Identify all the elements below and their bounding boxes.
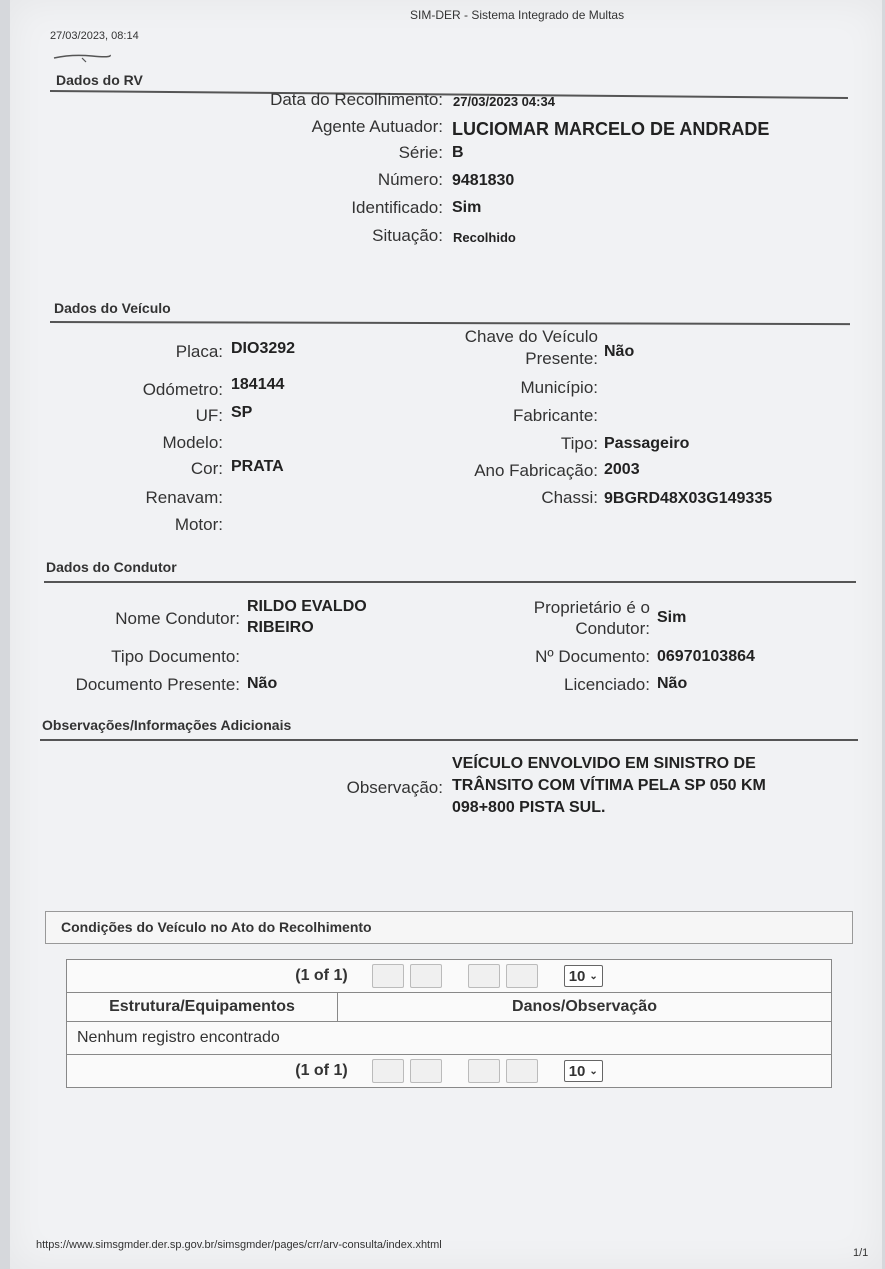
agente-value: LUCIOMAR MARCELO DE ANDRADE bbox=[452, 119, 770, 139]
odometro-value: 184144 bbox=[231, 376, 285, 393]
condicoes-panel-title: Condições do Veículo no Ato do Recolhimento bbox=[61, 919, 372, 935]
licenciado-value: Não bbox=[657, 675, 688, 692]
serie-label: Série: bbox=[398, 143, 443, 162]
identificado-value: Sim bbox=[452, 199, 482, 216]
documento-presente-label: Documento Presente: bbox=[75, 675, 240, 694]
observacao-label: Observação: bbox=[346, 778, 443, 797]
nome-condutor-value-line2: RIBEIRO bbox=[247, 619, 314, 636]
previous-page-button[interactable] bbox=[410, 1059, 442, 1083]
section-title-veiculo: Dados do Veículo bbox=[54, 300, 171, 316]
proprietario-value: Sim bbox=[657, 609, 687, 626]
last-page-button[interactable] bbox=[506, 964, 538, 988]
empty-message: Nenhum registro encontrado bbox=[67, 1022, 832, 1055]
pager-text: (1 of 1) bbox=[295, 967, 348, 984]
system-title: SIM-DER - Sistema Integrado de Multas bbox=[410, 8, 625, 22]
divider bbox=[40, 739, 858, 741]
data-recolhimento-value: 27/03/2023 04:34 bbox=[453, 94, 555, 109]
section-title-rv: Dados do RV bbox=[56, 72, 143, 88]
ano-value: 2003 bbox=[604, 461, 640, 478]
observacao-line: 098+800 PISTA SUL. bbox=[452, 799, 606, 816]
numero-documento-label: Nº Documento: bbox=[535, 647, 650, 666]
cor-value: PRATA bbox=[231, 458, 284, 475]
divider bbox=[44, 581, 856, 583]
rows-per-page-value: 10 bbox=[568, 967, 586, 985]
chevron-down-icon: ⌄ bbox=[589, 1065, 598, 1077]
tipo-label: Tipo: bbox=[560, 434, 598, 453]
chevron-down-icon: ⌄ bbox=[589, 970, 598, 982]
tipo-documento-label: Tipo Documento: bbox=[111, 647, 240, 666]
modelo-label: Modelo: bbox=[162, 433, 223, 452]
rows-per-page-value: 10 bbox=[568, 1062, 586, 1080]
chave-label-line2: Presente: bbox=[525, 349, 598, 368]
placa-value: DIO3292 bbox=[231, 340, 296, 357]
tipo-value: Passageiro bbox=[604, 435, 690, 452]
first-page-button[interactable] bbox=[372, 964, 404, 988]
chassi-value: 9BGRD48X03G149335 bbox=[604, 490, 773, 507]
observacao-line: TRÂNSITO COM VÍTIMA PELA SP 050 KM bbox=[452, 777, 766, 794]
condicoes-table bbox=[66, 959, 832, 1088]
placa-label: Placa: bbox=[175, 342, 223, 361]
page-url: https://www.simsgmder.der.sp.gov.br/simsgmder/pages/crr/arv-consulta/index.xhtml bbox=[36, 1239, 442, 1251]
rows-per-page-select[interactable] bbox=[564, 965, 603, 987]
pager-top bbox=[67, 960, 832, 993]
identificado-label: Identificado: bbox=[351, 198, 443, 217]
table-row bbox=[67, 1022, 832, 1055]
section-title-observacoes: Observações/Informações Adicionais bbox=[42, 717, 292, 733]
next-page-button[interactable] bbox=[468, 964, 500, 988]
section-title-condutor: Dados do Condutor bbox=[46, 559, 177, 575]
uf-label: UF: bbox=[195, 406, 223, 425]
chave-value: Não bbox=[604, 343, 635, 360]
next-page-button[interactable] bbox=[468, 1059, 500, 1083]
numero-value: 9481830 bbox=[452, 172, 515, 189]
last-page-button[interactable] bbox=[506, 1059, 538, 1083]
numero-documento-value: 06970103864 bbox=[657, 648, 755, 665]
pen-mark-icon bbox=[52, 50, 112, 64]
nome-condutor-label: Nome Condutor: bbox=[115, 609, 240, 628]
proprietario-label-line1: Proprietário é o bbox=[533, 598, 650, 617]
condicoes-panel-header bbox=[45, 911, 853, 944]
municipio-label: Município: bbox=[520, 378, 598, 397]
rows-per-page-select[interactable] bbox=[564, 1060, 603, 1082]
licenciado-label: Licenciado: bbox=[563, 675, 650, 694]
ano-label: Ano Fabricação: bbox=[474, 461, 598, 480]
cor-label: Cor: bbox=[190, 459, 223, 478]
page-number: 1/1 bbox=[853, 1247, 869, 1259]
observacao-line: VEÍCULO ENVOLVIDO EM SINISTRO DE bbox=[452, 755, 756, 772]
column-header-estrutura[interactable]: Estrutura/Equipamentos bbox=[67, 993, 338, 1022]
nome-condutor-value-line1: RILDO EVALDO bbox=[247, 598, 367, 615]
situacao-label: Situação: bbox=[372, 226, 443, 245]
documento-presente-value: Não bbox=[247, 675, 278, 692]
uf-value: SP bbox=[231, 404, 253, 421]
pager-bottom bbox=[67, 1055, 832, 1088]
agente-label: Agente Autuador: bbox=[311, 117, 443, 136]
print-timestamp: 27/03/2023, 08:14 bbox=[50, 30, 139, 42]
motor-label: Motor: bbox=[174, 515, 223, 534]
chassi-label: Chassi: bbox=[541, 488, 598, 507]
renavam-label: Renavam: bbox=[145, 488, 223, 507]
odometro-label: Odómetro: bbox=[142, 380, 223, 399]
situacao-value: Recolhido bbox=[453, 230, 516, 245]
previous-page-button[interactable] bbox=[410, 964, 442, 988]
serie-value: B bbox=[452, 144, 464, 161]
chave-label-line1: Chave do Veículo bbox=[464, 327, 598, 346]
column-header-danos[interactable]: Danos/Observação bbox=[338, 993, 832, 1022]
pager-text: (1 of 1) bbox=[295, 1062, 348, 1079]
first-page-button[interactable] bbox=[372, 1059, 404, 1083]
column-header-row bbox=[67, 993, 832, 1022]
data-recolhimento-label: Data do Recolhimento: bbox=[270, 90, 443, 109]
numero-label: Número: bbox=[377, 170, 443, 189]
proprietario-label-line2: Condutor: bbox=[575, 619, 650, 638]
fabricante-label: Fabricante: bbox=[512, 406, 598, 425]
